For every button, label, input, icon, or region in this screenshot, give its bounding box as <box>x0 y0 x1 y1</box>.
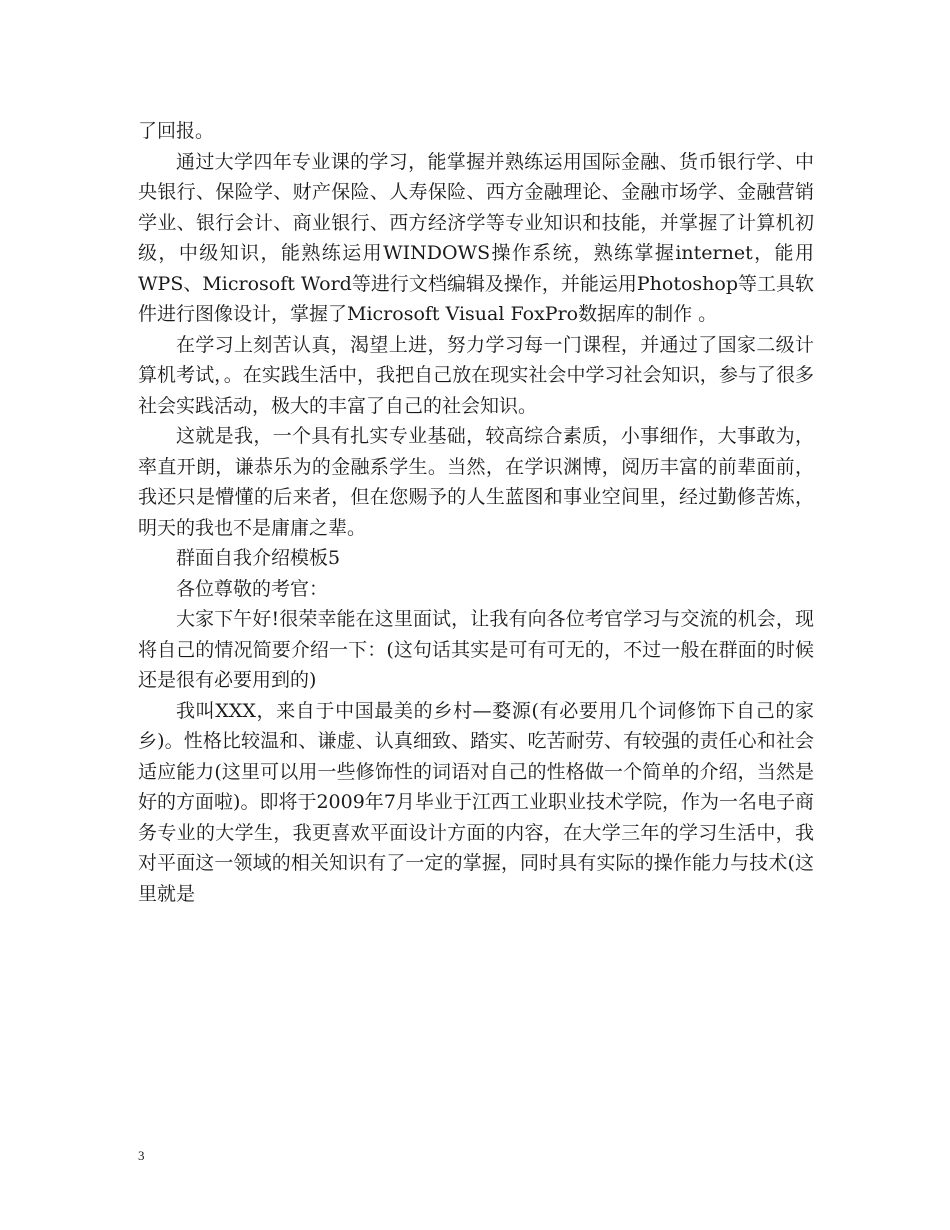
paragraph: 这就是我，一个具有扎实专业基础，较高综合素质，小事细作，大事敢为，率直开朗，谦恭乐为的金融系学生。当然，在学识渊博，阅历丰富的前辈面前，我还只是懵懂的后来者，但在您赐予的人生蓝图和事业空间里，经过勤修苦炼，明天的我也不是庸庸之辈。 <box>138 425 814 539</box>
paragraph: 大家下午好!很荣幸能在这里面试，让我有向各位考官学习与交流的机会，现将自己的情况简要介绍一下：(这句话其实是可有可无的，不过一般在群面的时候还是很有必要用到的) <box>138 608 814 691</box>
paragraph: 在学习上刻苦认真，渴望上进，努力学习每一门课程，并通过了国家二级计算机考试，。在实践生活中，我把自己放在现实社会中学习社会知识，参与了很多社会实践活动，极大的丰富了自己的社会知识。 <box>138 333 814 417</box>
section-heading: 群面自我介绍模板5 <box>176 547 341 569</box>
paragraph: 我叫XXX，来自于中国最美的乡村—婺源(有必要用几个词修饰下自己的家乡)。性格比较温和、谦虚、认真细致、踏实、吃苦耐劳、有较强的责任心和社会适应能力(这里可以用一些修饰性的词语对自己的性格做一个简单的介绍，当然是好的方面啦)。即将于2009年7月毕业于江西工业职业技术学院，作为一名电子商务专业的大学生，我更喜欢平面设计方面的内容，在大学三年的学习生活中，我对平面这一领域的相关知识有了一定的掌握，同时具有实际的操作能力与技术(这里就是 <box>138 699 814 905</box>
paragraph: 了回报。 <box>138 120 215 142</box>
paragraph: 通过大学四年专业课的学习，能掌握并熟练运用国际金融、货币银行学、中央银行、保险学、财产保险、人寿保险、西方金融理论、金融市场学、金融营销学业、银行会计、商业银行、西方经济学等专业知识和技能，并掌握了计算机初级，中级知识，能熟练运用WINDOWS操作系统，熟练掌握internet，能用 WPS、Microsoft Word等进行文档编辑及操作，并能运用Photoshop等工具软件进行图像设计，掌握了Microsoft Visual FoxPro数据库的制作 。 <box>138 150 814 325</box>
page-number: 3 <box>138 1148 145 1163</box>
document-body <box>138 116 814 909</box>
salutation: 各位尊敬的考官： <box>176 577 329 600</box>
